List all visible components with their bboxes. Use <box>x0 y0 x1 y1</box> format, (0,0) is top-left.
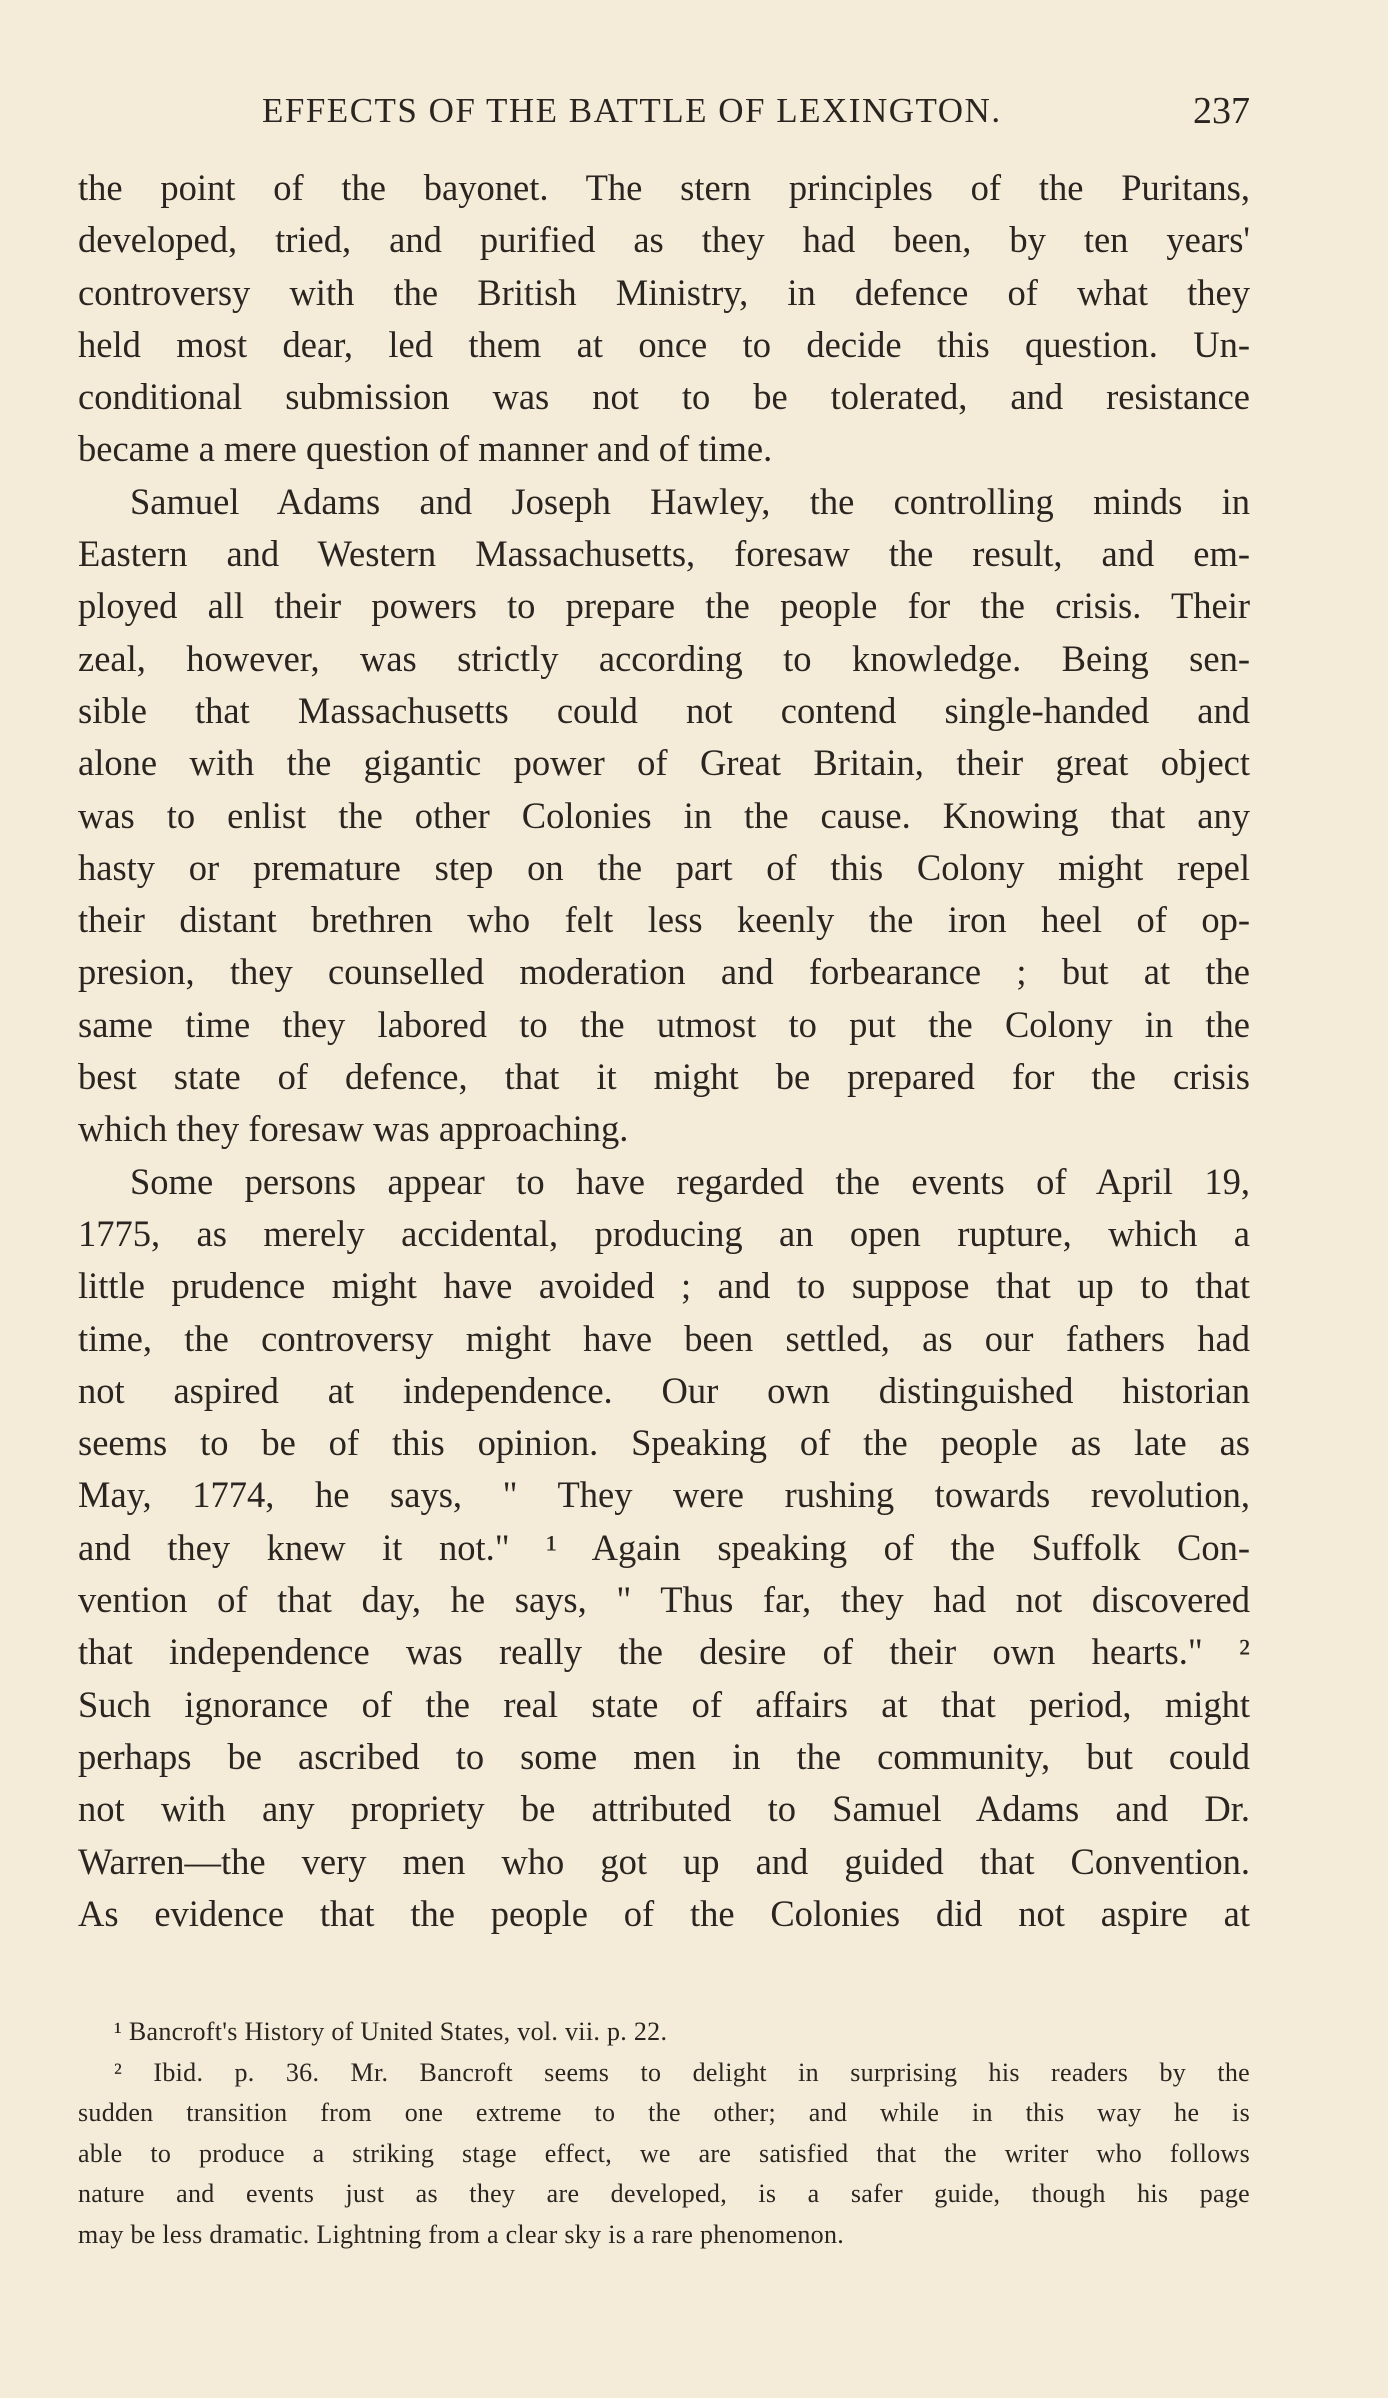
text-line: Warren—the very men who got up and guided that Convention. <box>78 1840 1250 1882</box>
footnote-line: nature and events just as they are developed, is a safer guide, though his page <box>78 2179 1250 2208</box>
text-line: not aspired at independence. Our own distinguished historian <box>78 1369 1250 1411</box>
body-text <box>78 162 1250 1940</box>
text-line: little prudence might have avoided ; and to suppose that up to that <box>78 1265 1250 1307</box>
text-line: Some persons appear to have regarded the events of April 19, <box>130 1160 1250 1202</box>
footnotes <box>78 2012 1250 2255</box>
text-line: their distant brethren who felt less keenly the iron heel of op- <box>78 899 1250 941</box>
text-line: 1775, as merely accidental, producing an open rupture, which a <box>78 1212 1250 1254</box>
text-line: controversy with the British Ministry, in defence of what they <box>78 271 1250 313</box>
text-line: held most dear, led them at once to decide this question. Un- <box>78 323 1250 365</box>
text-line: conditional submission was not to be tolerated, and resistance <box>78 376 1250 418</box>
footnote-line: may be less dramatic. Lightning from a clear sky is a rare phenomenon. <box>78 2219 845 2249</box>
text-line: alone with the gigantic power of Great Britain, their great object <box>78 742 1250 784</box>
running-head: EFFECTS OF THE BATTLE OF LEXINGTON. <box>262 91 1002 130</box>
text-line: May, 1774, he says, " They were rushing towards revolution, <box>78 1474 1250 1516</box>
footnote-line: able to produce a striking stage effect, we are satisfied that the writer who follows <box>78 2138 1250 2168</box>
text-line: was to enlist the other Colonies in the cause. Knowing that any <box>78 794 1250 836</box>
text-line: Samuel Adams and Joseph Hawley, the controlling minds in <box>130 480 1250 522</box>
text-line: that independence was really the desire of their own hearts." ² <box>78 1631 1250 1673</box>
text-line: developed, tried, and purified as they had been, by ten years' <box>78 219 1250 261</box>
text-line: became a mere question of manner and of time. <box>78 428 773 470</box>
text-line: As evidence that the people of the Colonies did not aspire at <box>78 1892 1250 1934</box>
footnote-line: sudden transition from one extreme to the other; and while in this way he is <box>78 2098 1250 2127</box>
page-header <box>78 86 1250 136</box>
text-line: not with any propriety be attributed to Samuel Adams and Dr. <box>78 1788 1250 1830</box>
text-line: same time they labored to the utmost to put the Colony in the <box>78 1003 1250 1045</box>
page-number: 237 <box>1193 90 1250 132</box>
text-line: and they knew it not." ¹ Again speaking of the Suffolk Con- <box>78 1526 1250 1568</box>
text-line: ployed all their powers to prepare the people for the crisis. Their <box>78 585 1250 627</box>
text-line: hasty or premature step on the part of this Colony might repel <box>78 846 1250 888</box>
text-line: Such ignorance of the real state of affairs at that period, might <box>78 1683 1250 1725</box>
text-line: best state of defence, that it might be prepared for the crisis <box>78 1056 1250 1098</box>
text-line: vention of that day, he says, " Thus far, they had not discovered <box>78 1579 1250 1621</box>
text-line: presion, they counselled moderation and forbearance ; but at the <box>78 951 1250 993</box>
text-line: which they foresaw was approaching. <box>78 1108 629 1150</box>
footnote-2: ² Ibid. p. 36. Mr. Bancroft seems to delight in surprising his readers by the <box>114 2057 1250 2087</box>
text-line: perhaps be ascribed to some men in the community, but could <box>78 1735 1250 1777</box>
text-line: Eastern and Western Massachusetts, foresaw the result, and em- <box>78 533 1250 575</box>
footnote-1: ¹ Bancroft's History of United States, vol. vii. p. 22. <box>114 2017 668 2046</box>
text-line: time, the controversy might have been settled, as our fathers had <box>78 1317 1250 1359</box>
text-line: the point of the bayonet. The stern principles of the Puritans, <box>78 167 1250 208</box>
text-line: zeal, however, was strictly according to knowledge. Being sen- <box>78 637 1250 679</box>
text-line: sible that Massachusetts could not contend single-handed and <box>78 689 1250 731</box>
text-line: seems to be of this opinion. Speaking of the people as late as <box>78 1422 1250 1464</box>
